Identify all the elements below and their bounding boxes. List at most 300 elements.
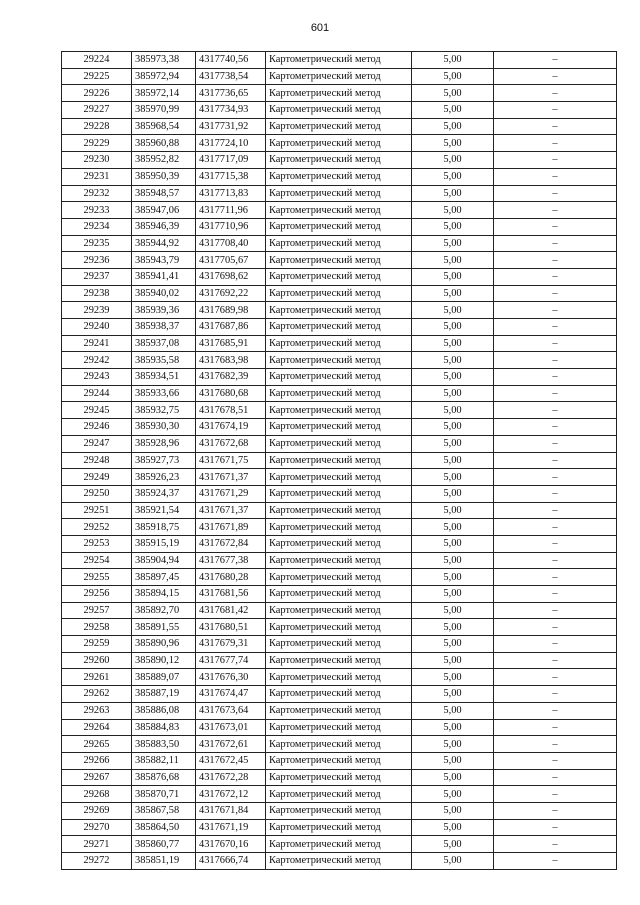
point-number-cell: 29241 — [62, 335, 132, 352]
table-row — [62, 285, 617, 302]
method-cell: Картометрический метод — [266, 836, 412, 853]
method-cell: Картометрический метод — [266, 752, 412, 769]
point-number-cell: 29229 — [62, 135, 132, 152]
x-coordinate-cell: 385918,75 — [132, 519, 196, 536]
y-coordinate-cell: 4317673,64 — [196, 702, 266, 719]
method-cell: Картометрический метод — [266, 669, 412, 686]
table-row — [62, 569, 617, 586]
x-coordinate-cell: 385934,51 — [132, 369, 196, 386]
note-cell: – — [494, 252, 617, 269]
y-coordinate-cell: 4317705,67 — [196, 252, 266, 269]
x-coordinate-cell: 385851,19 — [132, 853, 196, 870]
point-number-cell: 29225 — [62, 68, 132, 85]
method-cell: Картометрический метод — [266, 535, 412, 552]
table-row — [62, 669, 617, 686]
method-cell: Картометрический метод — [266, 853, 412, 870]
note-cell: – — [494, 686, 617, 703]
accuracy-cell: 5,00 — [412, 319, 494, 336]
note-cell: – — [494, 819, 617, 836]
x-coordinate-cell: 385876,68 — [132, 769, 196, 786]
point-number-cell: 29246 — [62, 419, 132, 436]
point-number-cell: 29265 — [62, 736, 132, 753]
accuracy-cell: 5,00 — [412, 569, 494, 586]
y-coordinate-cell: 4317672,61 — [196, 736, 266, 753]
accuracy-cell: 5,00 — [412, 452, 494, 469]
point-number-cell: 29230 — [62, 152, 132, 169]
table-row — [62, 385, 617, 402]
method-cell: Картометрический метод — [266, 118, 412, 135]
note-cell: – — [494, 369, 617, 386]
table-row — [62, 686, 617, 703]
point-number-cell: 29270 — [62, 819, 132, 836]
table-row — [62, 152, 617, 169]
method-cell: Картометрический метод — [266, 619, 412, 636]
method-cell: Картометрический метод — [266, 202, 412, 219]
point-number-cell: 29224 — [62, 52, 132, 69]
x-coordinate-cell: 385883,50 — [132, 736, 196, 753]
point-number-cell: 29243 — [62, 369, 132, 386]
method-cell: Картометрический метод — [266, 502, 412, 519]
note-cell: – — [494, 268, 617, 285]
table-row — [62, 352, 617, 369]
note-cell: – — [494, 752, 617, 769]
note-cell: – — [494, 402, 617, 419]
x-coordinate-cell: 385889,07 — [132, 669, 196, 686]
method-cell: Картометрический метод — [266, 335, 412, 352]
note-cell: – — [494, 152, 617, 169]
note-cell: – — [494, 552, 617, 569]
point-number-cell: 29263 — [62, 702, 132, 719]
method-cell: Картометрический метод — [266, 168, 412, 185]
point-number-cell: 29264 — [62, 719, 132, 736]
y-coordinate-cell: 4317674,19 — [196, 419, 266, 436]
accuracy-cell: 5,00 — [412, 802, 494, 819]
point-number-cell: 29251 — [62, 502, 132, 519]
accuracy-cell: 5,00 — [412, 736, 494, 753]
accuracy-cell: 5,00 — [412, 752, 494, 769]
point-number-cell: 29226 — [62, 85, 132, 102]
y-coordinate-cell: 4317740,56 — [196, 52, 266, 69]
note-cell: – — [494, 135, 617, 152]
point-number-cell: 29250 — [62, 485, 132, 502]
point-number-cell: 29269 — [62, 802, 132, 819]
table-row — [62, 185, 617, 202]
method-cell: Картометрический метод — [266, 302, 412, 319]
point-number-cell: 29260 — [62, 652, 132, 669]
note-cell: – — [494, 102, 617, 119]
table-row — [62, 702, 617, 719]
note-cell: – — [494, 452, 617, 469]
x-coordinate-cell: 385948,57 — [132, 185, 196, 202]
note-cell: – — [494, 285, 617, 302]
note-cell: – — [494, 669, 617, 686]
y-coordinate-cell: 4317681,56 — [196, 586, 266, 603]
x-coordinate-cell: 385940,02 — [132, 285, 196, 302]
method-cell: Картометрический метод — [266, 352, 412, 369]
x-coordinate-cell: 385973,38 — [132, 52, 196, 69]
table-body — [62, 52, 617, 870]
y-coordinate-cell: 4317683,98 — [196, 352, 266, 369]
x-coordinate-cell: 385944,92 — [132, 235, 196, 252]
y-coordinate-cell: 4317672,12 — [196, 786, 266, 803]
accuracy-cell: 5,00 — [412, 85, 494, 102]
method-cell: Картометрический метод — [266, 452, 412, 469]
method-cell: Картометрический метод — [266, 702, 412, 719]
note-cell: – — [494, 502, 617, 519]
y-coordinate-cell: 4317715,38 — [196, 168, 266, 185]
y-coordinate-cell: 4317666,74 — [196, 853, 266, 870]
accuracy-cell: 5,00 — [412, 786, 494, 803]
point-number-cell: 29236 — [62, 252, 132, 269]
y-coordinate-cell: 4317731,92 — [196, 118, 266, 135]
method-cell: Картометрический метод — [266, 602, 412, 619]
x-coordinate-cell: 385930,30 — [132, 419, 196, 436]
method-cell: Картометрический метод — [266, 686, 412, 703]
method-cell: Картометрический метод — [266, 652, 412, 669]
point-number-cell: 29259 — [62, 636, 132, 653]
x-coordinate-cell: 385890,96 — [132, 636, 196, 653]
x-coordinate-cell: 385867,58 — [132, 802, 196, 819]
accuracy-cell: 5,00 — [412, 519, 494, 536]
point-number-cell: 29252 — [62, 519, 132, 536]
accuracy-cell: 5,00 — [412, 836, 494, 853]
accuracy-cell: 5,00 — [412, 853, 494, 870]
y-coordinate-cell: 4317680,51 — [196, 619, 266, 636]
y-coordinate-cell: 4317708,40 — [196, 235, 266, 252]
x-coordinate-cell: 385970,99 — [132, 102, 196, 119]
table-row — [62, 402, 617, 419]
table-row — [62, 319, 617, 336]
coordinates-table — [61, 51, 617, 870]
point-number-cell: 29255 — [62, 569, 132, 586]
x-coordinate-cell: 385887,19 — [132, 686, 196, 703]
x-coordinate-cell: 385933,66 — [132, 385, 196, 402]
table-row — [62, 485, 617, 502]
method-cell: Картометрический метод — [266, 786, 412, 803]
y-coordinate-cell: 4317685,91 — [196, 335, 266, 352]
y-coordinate-cell: 4317671,37 — [196, 502, 266, 519]
point-number-cell: 29240 — [62, 319, 132, 336]
point-number-cell: 29254 — [62, 552, 132, 569]
method-cell: Картометрический метод — [266, 552, 412, 569]
table-row — [62, 235, 617, 252]
table-row — [62, 168, 617, 185]
note-cell: – — [494, 352, 617, 369]
note-cell: – — [494, 519, 617, 536]
note-cell: – — [494, 786, 617, 803]
note-cell: – — [494, 853, 617, 870]
point-number-cell: 29235 — [62, 235, 132, 252]
y-coordinate-cell: 4317736,65 — [196, 85, 266, 102]
note-cell: – — [494, 769, 617, 786]
note-cell: – — [494, 485, 617, 502]
x-coordinate-cell: 385950,39 — [132, 168, 196, 185]
y-coordinate-cell: 4317717,09 — [196, 152, 266, 169]
y-coordinate-cell: 4317724,10 — [196, 135, 266, 152]
y-coordinate-cell: 4317676,30 — [196, 669, 266, 686]
y-coordinate-cell: 4317672,68 — [196, 435, 266, 452]
accuracy-cell: 5,00 — [412, 252, 494, 269]
table-row — [62, 335, 617, 352]
table-row — [62, 302, 617, 319]
point-number-cell: 29261 — [62, 669, 132, 686]
accuracy-cell: 5,00 — [412, 619, 494, 636]
table-row — [62, 102, 617, 119]
y-coordinate-cell: 4317738,54 — [196, 68, 266, 85]
x-coordinate-cell: 385921,54 — [132, 502, 196, 519]
accuracy-cell: 5,00 — [412, 102, 494, 119]
point-number-cell: 29256 — [62, 586, 132, 603]
table-row — [62, 68, 617, 85]
table-row — [62, 652, 617, 669]
accuracy-cell: 5,00 — [412, 419, 494, 436]
method-cell: Картометрический метод — [266, 385, 412, 402]
y-coordinate-cell: 4317671,84 — [196, 802, 266, 819]
x-coordinate-cell: 385924,37 — [132, 485, 196, 502]
x-coordinate-cell: 385946,39 — [132, 218, 196, 235]
y-coordinate-cell: 4317671,19 — [196, 819, 266, 836]
method-cell: Картометрический метод — [266, 636, 412, 653]
table-row — [62, 135, 617, 152]
y-coordinate-cell: 4317687,86 — [196, 319, 266, 336]
x-coordinate-cell: 385968,54 — [132, 118, 196, 135]
point-number-cell: 29248 — [62, 452, 132, 469]
accuracy-cell: 5,00 — [412, 719, 494, 736]
y-coordinate-cell: 4317692,22 — [196, 285, 266, 302]
x-coordinate-cell: 385860,77 — [132, 836, 196, 853]
table-row — [62, 552, 617, 569]
method-cell: Картометрический метод — [266, 569, 412, 586]
point-number-cell: 29231 — [62, 168, 132, 185]
table-row — [62, 736, 617, 753]
point-number-cell: 29244 — [62, 385, 132, 402]
accuracy-cell: 5,00 — [412, 218, 494, 235]
method-cell: Картометрический метод — [266, 369, 412, 386]
y-coordinate-cell: 4317670,16 — [196, 836, 266, 853]
method-cell: Картометрический метод — [266, 736, 412, 753]
point-number-cell: 29258 — [62, 619, 132, 636]
method-cell: Картометрический метод — [266, 402, 412, 419]
accuracy-cell: 5,00 — [412, 168, 494, 185]
accuracy-cell: 5,00 — [412, 52, 494, 69]
accuracy-cell: 5,00 — [412, 485, 494, 502]
x-coordinate-cell: 385928,96 — [132, 435, 196, 452]
y-coordinate-cell: 4317672,84 — [196, 535, 266, 552]
note-cell: – — [494, 719, 617, 736]
table-row — [62, 819, 617, 836]
note-cell: – — [494, 335, 617, 352]
note-cell: – — [494, 836, 617, 853]
accuracy-cell: 5,00 — [412, 268, 494, 285]
x-coordinate-cell: 385935,58 — [132, 352, 196, 369]
y-coordinate-cell: 4317671,29 — [196, 485, 266, 502]
y-coordinate-cell: 4317710,96 — [196, 218, 266, 235]
method-cell: Картометрический метод — [266, 68, 412, 85]
table-row — [62, 636, 617, 653]
x-coordinate-cell: 385972,94 — [132, 68, 196, 85]
y-coordinate-cell: 4317671,89 — [196, 519, 266, 536]
method-cell: Картометрический метод — [266, 285, 412, 302]
x-coordinate-cell: 385915,19 — [132, 535, 196, 552]
point-number-cell: 29262 — [62, 686, 132, 703]
point-number-cell: 29242 — [62, 352, 132, 369]
note-cell: – — [494, 68, 617, 85]
note-cell: – — [494, 85, 617, 102]
note-cell: – — [494, 802, 617, 819]
accuracy-cell: 5,00 — [412, 769, 494, 786]
table-row — [62, 586, 617, 603]
table-row — [62, 435, 617, 452]
method-cell: Картометрический метод — [266, 185, 412, 202]
y-coordinate-cell: 4317672,45 — [196, 752, 266, 769]
method-cell: Картометрический метод — [266, 769, 412, 786]
y-coordinate-cell: 4317713,83 — [196, 185, 266, 202]
y-coordinate-cell: 4317711,96 — [196, 202, 266, 219]
x-coordinate-cell: 385947,06 — [132, 202, 196, 219]
table-row — [62, 619, 617, 636]
method-cell: Картометрический метод — [266, 52, 412, 69]
y-coordinate-cell: 4317681,42 — [196, 602, 266, 619]
accuracy-cell: 5,00 — [412, 652, 494, 669]
point-number-cell: 29238 — [62, 285, 132, 302]
method-cell: Картометрический метод — [266, 235, 412, 252]
y-coordinate-cell: 4317674,47 — [196, 686, 266, 703]
note-cell: – — [494, 118, 617, 135]
x-coordinate-cell: 385937,08 — [132, 335, 196, 352]
point-number-cell: 29257 — [62, 602, 132, 619]
table-row — [62, 218, 617, 235]
note-cell: – — [494, 385, 617, 402]
note-cell: – — [494, 535, 617, 552]
x-coordinate-cell: 385891,55 — [132, 619, 196, 636]
y-coordinate-cell: 4317682,39 — [196, 369, 266, 386]
x-coordinate-cell: 385884,83 — [132, 719, 196, 736]
x-coordinate-cell: 385882,11 — [132, 752, 196, 769]
accuracy-cell: 5,00 — [412, 118, 494, 135]
point-number-cell: 29233 — [62, 202, 132, 219]
method-cell: Картометрический метод — [266, 802, 412, 819]
note-cell: – — [494, 302, 617, 319]
method-cell: Картометрический метод — [266, 469, 412, 486]
method-cell: Картометрический метод — [266, 252, 412, 269]
point-number-cell: 29267 — [62, 769, 132, 786]
note-cell: – — [494, 619, 617, 636]
table-row — [62, 469, 617, 486]
accuracy-cell: 5,00 — [412, 669, 494, 686]
method-cell: Картометрический метод — [266, 419, 412, 436]
note-cell: – — [494, 636, 617, 653]
accuracy-cell: 5,00 — [412, 535, 494, 552]
y-coordinate-cell: 4317678,51 — [196, 402, 266, 419]
accuracy-cell: 5,00 — [412, 702, 494, 719]
y-coordinate-cell: 4317673,01 — [196, 719, 266, 736]
x-coordinate-cell: 385904,94 — [132, 552, 196, 569]
accuracy-cell: 5,00 — [412, 202, 494, 219]
y-coordinate-cell: 4317677,74 — [196, 652, 266, 669]
accuracy-cell: 5,00 — [412, 686, 494, 703]
accuracy-cell: 5,00 — [412, 435, 494, 452]
table-row — [62, 602, 617, 619]
point-number-cell: 29247 — [62, 435, 132, 452]
table-row — [62, 252, 617, 269]
x-coordinate-cell: 385939,36 — [132, 302, 196, 319]
table-row — [62, 853, 617, 870]
note-cell: – — [494, 736, 617, 753]
note-cell: – — [494, 218, 617, 235]
y-coordinate-cell: 4317677,38 — [196, 552, 266, 569]
method-cell: Картометрический метод — [266, 268, 412, 285]
x-coordinate-cell: 385960,88 — [132, 135, 196, 152]
point-number-cell: 29272 — [62, 853, 132, 870]
accuracy-cell: 5,00 — [412, 819, 494, 836]
x-coordinate-cell: 385927,73 — [132, 452, 196, 469]
point-number-cell: 29237 — [62, 268, 132, 285]
table-row — [62, 52, 617, 69]
method-cell: Картометрический метод — [266, 152, 412, 169]
table-row — [62, 118, 617, 135]
x-coordinate-cell: 385952,82 — [132, 152, 196, 169]
table-row — [62, 85, 617, 102]
x-coordinate-cell: 385926,23 — [132, 469, 196, 486]
table-row — [62, 769, 617, 786]
note-cell: – — [494, 185, 617, 202]
table-row — [62, 519, 617, 536]
y-coordinate-cell: 4317734,93 — [196, 102, 266, 119]
accuracy-cell: 5,00 — [412, 285, 494, 302]
note-cell: – — [494, 202, 617, 219]
note-cell: – — [494, 469, 617, 486]
method-cell: Картометрический метод — [266, 485, 412, 502]
point-number-cell: 29271 — [62, 836, 132, 853]
method-cell: Картометрический метод — [266, 519, 412, 536]
accuracy-cell: 5,00 — [412, 235, 494, 252]
accuracy-cell: 5,00 — [412, 335, 494, 352]
note-cell: – — [494, 52, 617, 69]
note-cell: – — [494, 235, 617, 252]
point-number-cell: 29234 — [62, 218, 132, 235]
y-coordinate-cell: 4317671,75 — [196, 452, 266, 469]
accuracy-cell: 5,00 — [412, 402, 494, 419]
method-cell: Картометрический метод — [266, 435, 412, 452]
y-coordinate-cell: 4317680,68 — [196, 385, 266, 402]
point-number-cell: 29232 — [62, 185, 132, 202]
point-number-cell: 29253 — [62, 535, 132, 552]
y-coordinate-cell: 4317671,37 — [196, 469, 266, 486]
table-row — [62, 719, 617, 736]
note-cell: – — [494, 586, 617, 603]
x-coordinate-cell: 385870,71 — [132, 786, 196, 803]
accuracy-cell: 5,00 — [412, 68, 494, 85]
x-coordinate-cell: 385932,75 — [132, 402, 196, 419]
method-cell: Картометрический метод — [266, 319, 412, 336]
method-cell: Картометрический метод — [266, 719, 412, 736]
method-cell: Картометрический метод — [266, 135, 412, 152]
note-cell: – — [494, 419, 617, 436]
x-coordinate-cell: 385897,45 — [132, 569, 196, 586]
table-row — [62, 535, 617, 552]
accuracy-cell: 5,00 — [412, 369, 494, 386]
point-number-cell: 29245 — [62, 402, 132, 419]
method-cell: Картометрический метод — [266, 586, 412, 603]
x-coordinate-cell: 385892,70 — [132, 602, 196, 619]
x-coordinate-cell: 385890,12 — [132, 652, 196, 669]
x-coordinate-cell: 385886,08 — [132, 702, 196, 719]
point-number-cell: 29239 — [62, 302, 132, 319]
y-coordinate-cell: 4317680,28 — [196, 569, 266, 586]
y-coordinate-cell: 4317698,62 — [196, 268, 266, 285]
table-row — [62, 502, 617, 519]
note-cell: – — [494, 652, 617, 669]
